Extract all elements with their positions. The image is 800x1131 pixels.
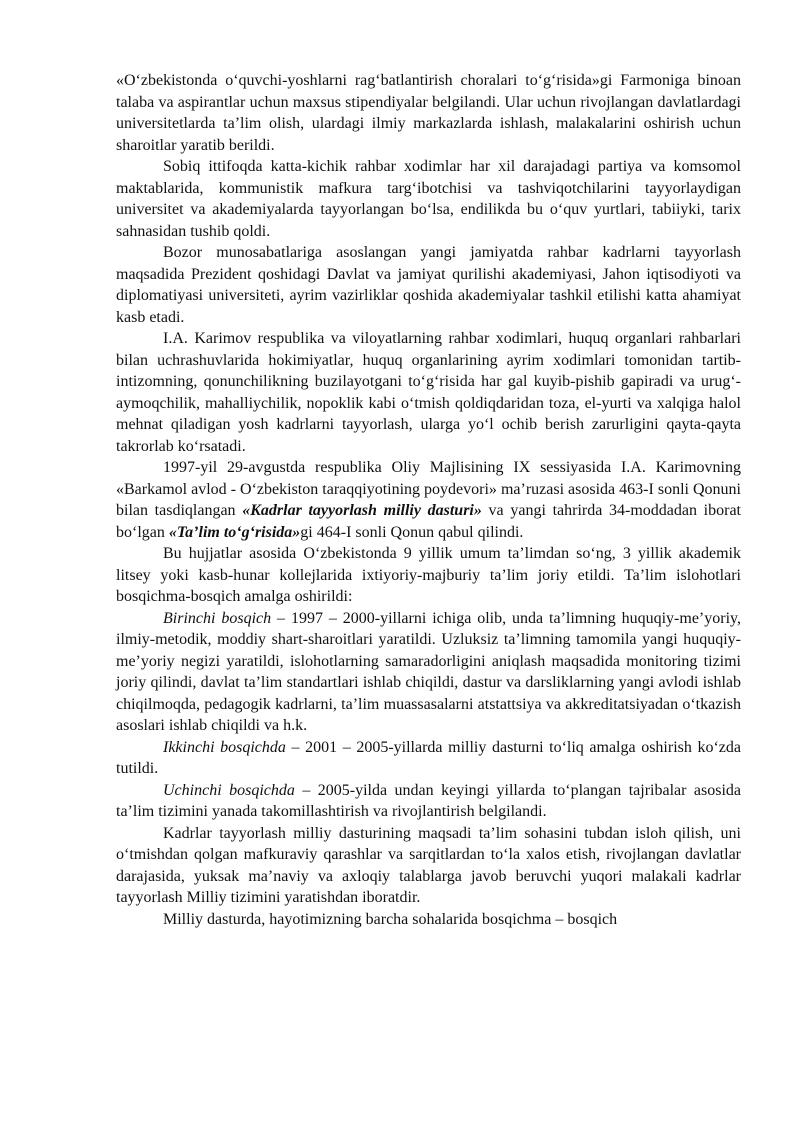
stage-two-label: Ikkinchi bosqichda	[163, 738, 286, 756]
paragraph-8	[116, 737, 741, 780]
paragraph-10: Kadrlar tayyorlash milliy dasturining maqsadi ta’lim sohasini tubdan isloh qilish, uni o‘tmishdan qolgan mafkuraviy qarashlar va sarqitlardan to‘la xalos etish, rivojlangan davlatlar darajasida, yuksak ma’naviy va axloqiy talablarga javob beruvchi yuqori malakali kadrlar tayyorlash Milliy tizimini yaratishdan iboratdir.	[116, 824, 741, 906]
stage-three-label: Uchinchi bosqichda	[163, 781, 295, 799]
paragraph-3: Bozor munosabatlariga asoslangan yangi jamiyatda rahbar kadrlarni tayyorlash maqsadida Prezident qoshidagi Davlat va jamiyat qurilishi akademiyasi, Jahon iqtisodiyoti va diplomatiyasi universiteti, ayrim vazirliklar qoshida akademiyalar tashkil etilishi katta ahamiyat kasb etadi.	[116, 244, 741, 326]
program-title-emphasis: «Kadrlar tayyorlash milliy dasturi»	[242, 502, 482, 519]
paragraph-6: Bu hujjatlar asosida O‘zbekistonda 9 yillik umum ta’limdan so‘ng, 3 yillik akademik litsey yoki kasb-hunar kollejlarida ixtiyoriy-majburiy ta’lim joriy etildi. Ta’lim islohotlari bosqichma-bosqich amalga oshirildi:	[116, 545, 741, 605]
law-title-emphasis: «Ta’lim to‘g‘risida»	[168, 523, 301, 541]
paragraph-5-text-a: 1997-yil 29-avgustda respublika Oliy Majlisining IX sessiyasida I.A. Karimovning «Barkamol avlod - O‘zbekiston taraqqiyotining poydevori» ma’ruzasi asosida 463-I sonli Qonuni bilan tasdiqlangan	[116, 459, 741, 519]
paragraph-5-text-e: gi 464-I sonli Qonun qabul qilindi.	[300, 523, 524, 541]
document-page	[116, 70, 741, 930]
paragraph-5-text-c: va yangi tahrirda 34-moddadan iborat bo‘lgan	[116, 502, 741, 541]
stage-one-label: Birinchi bosqich	[163, 609, 272, 627]
paragraph-1: «O‘zbekistonda o‘quvchi-yoshlarni rag‘batlantirish choralari to‘g‘risida»gi Farmoniga binoan talaba va aspirantlar uchun maxsus stipendiyalar belgilandi. Ular uchun rivojlangan davlatlardagi universitetlarda ta’lim olish, ulardagi ilmiy markazlarda ishlash, malakalarini oshirish uchun sharoitlar yaratib berildi.	[116, 72, 741, 154]
paragraph-11: Milliy dasturda, hayotimizning barcha sohalarida bosqichma – bosqich	[163, 910, 618, 928]
paragraph-2: Sobiq ittifoqda katta-kichik rahbar xodimlar har xil darajadagi partiya va komsomol maktablarida, kommunistik mafkura targ‘ibotchisi va tashviqotchilarini tayyorlaydigan universitet va akademiyalarda tayyorlangan bo‘lsa, endilikda bu o‘quv yurtlari, tabiiyki, tarix sahnasidan tushib qoldi.	[116, 158, 741, 240]
paragraph-4: I.A. Karimov respublika va viloyatlarning rahbar xodimlari, huquq organlari rahbarlari bilan uchrashuvlarida hokimiyatlar, huquq organlarining ayrim xodimlari tomonidan tartib-intizomning, qonunchilikning buzilayotgani to‘g‘risida har gal kuyib-pishib gapiradi va urug‘-aymoqchilik, mahalliychilik, nopoklik kabi o‘tmish qoldiqdaridan toza, el-yurti va xalqiga halol mehnat qiladigan yosh kadrlarni tayyorlash, ularga yo‘l ochib berish zarurligini qayta-qayta takrorlab ko‘rsatadi.	[116, 330, 741, 455]
paragraph-8-text: – 2001 – 2005-yillarda milliy dasturni to‘liq amalga oshirish ko‘zda tutildi.	[116, 738, 742, 777]
paragraph-9-text: – 2005-yilda undan keyingi yillarda to‘plangan tajribalar asosida ta’lim tizimini yanada takomillashtirish va rivojlantirish belgilandi.	[116, 781, 742, 820]
paragraph-7	[116, 608, 741, 737]
paragraph-5	[116, 457, 741, 543]
paragraph-7-text: – 1997 – 2000-yillarni ichiga olib, unda ta’limning huquqiy-me’yoriy, ilmiy-metodik, moddiy shart-sharoitlari yaratildi. Uzluksiz ta’limning tamomila yangi huquqiy-me’yoriy negizi yaratildi, islohotlarning samaradorligini aniqlash maqsadida monitoring tizimi joriy qilindi, davlat ta’lim standartlari ishlab chiqildi, dastur va darsliklarning yangi avlodi ishlab chiqilmoqda, pedagogik kadrlarni, ta’lim muassasalarni atstattsiya va akkreditatsiyadan o‘tkazish asoslari ishlab chiqildi va h.k.	[116, 609, 741, 734]
paragraph-9	[116, 780, 741, 823]
